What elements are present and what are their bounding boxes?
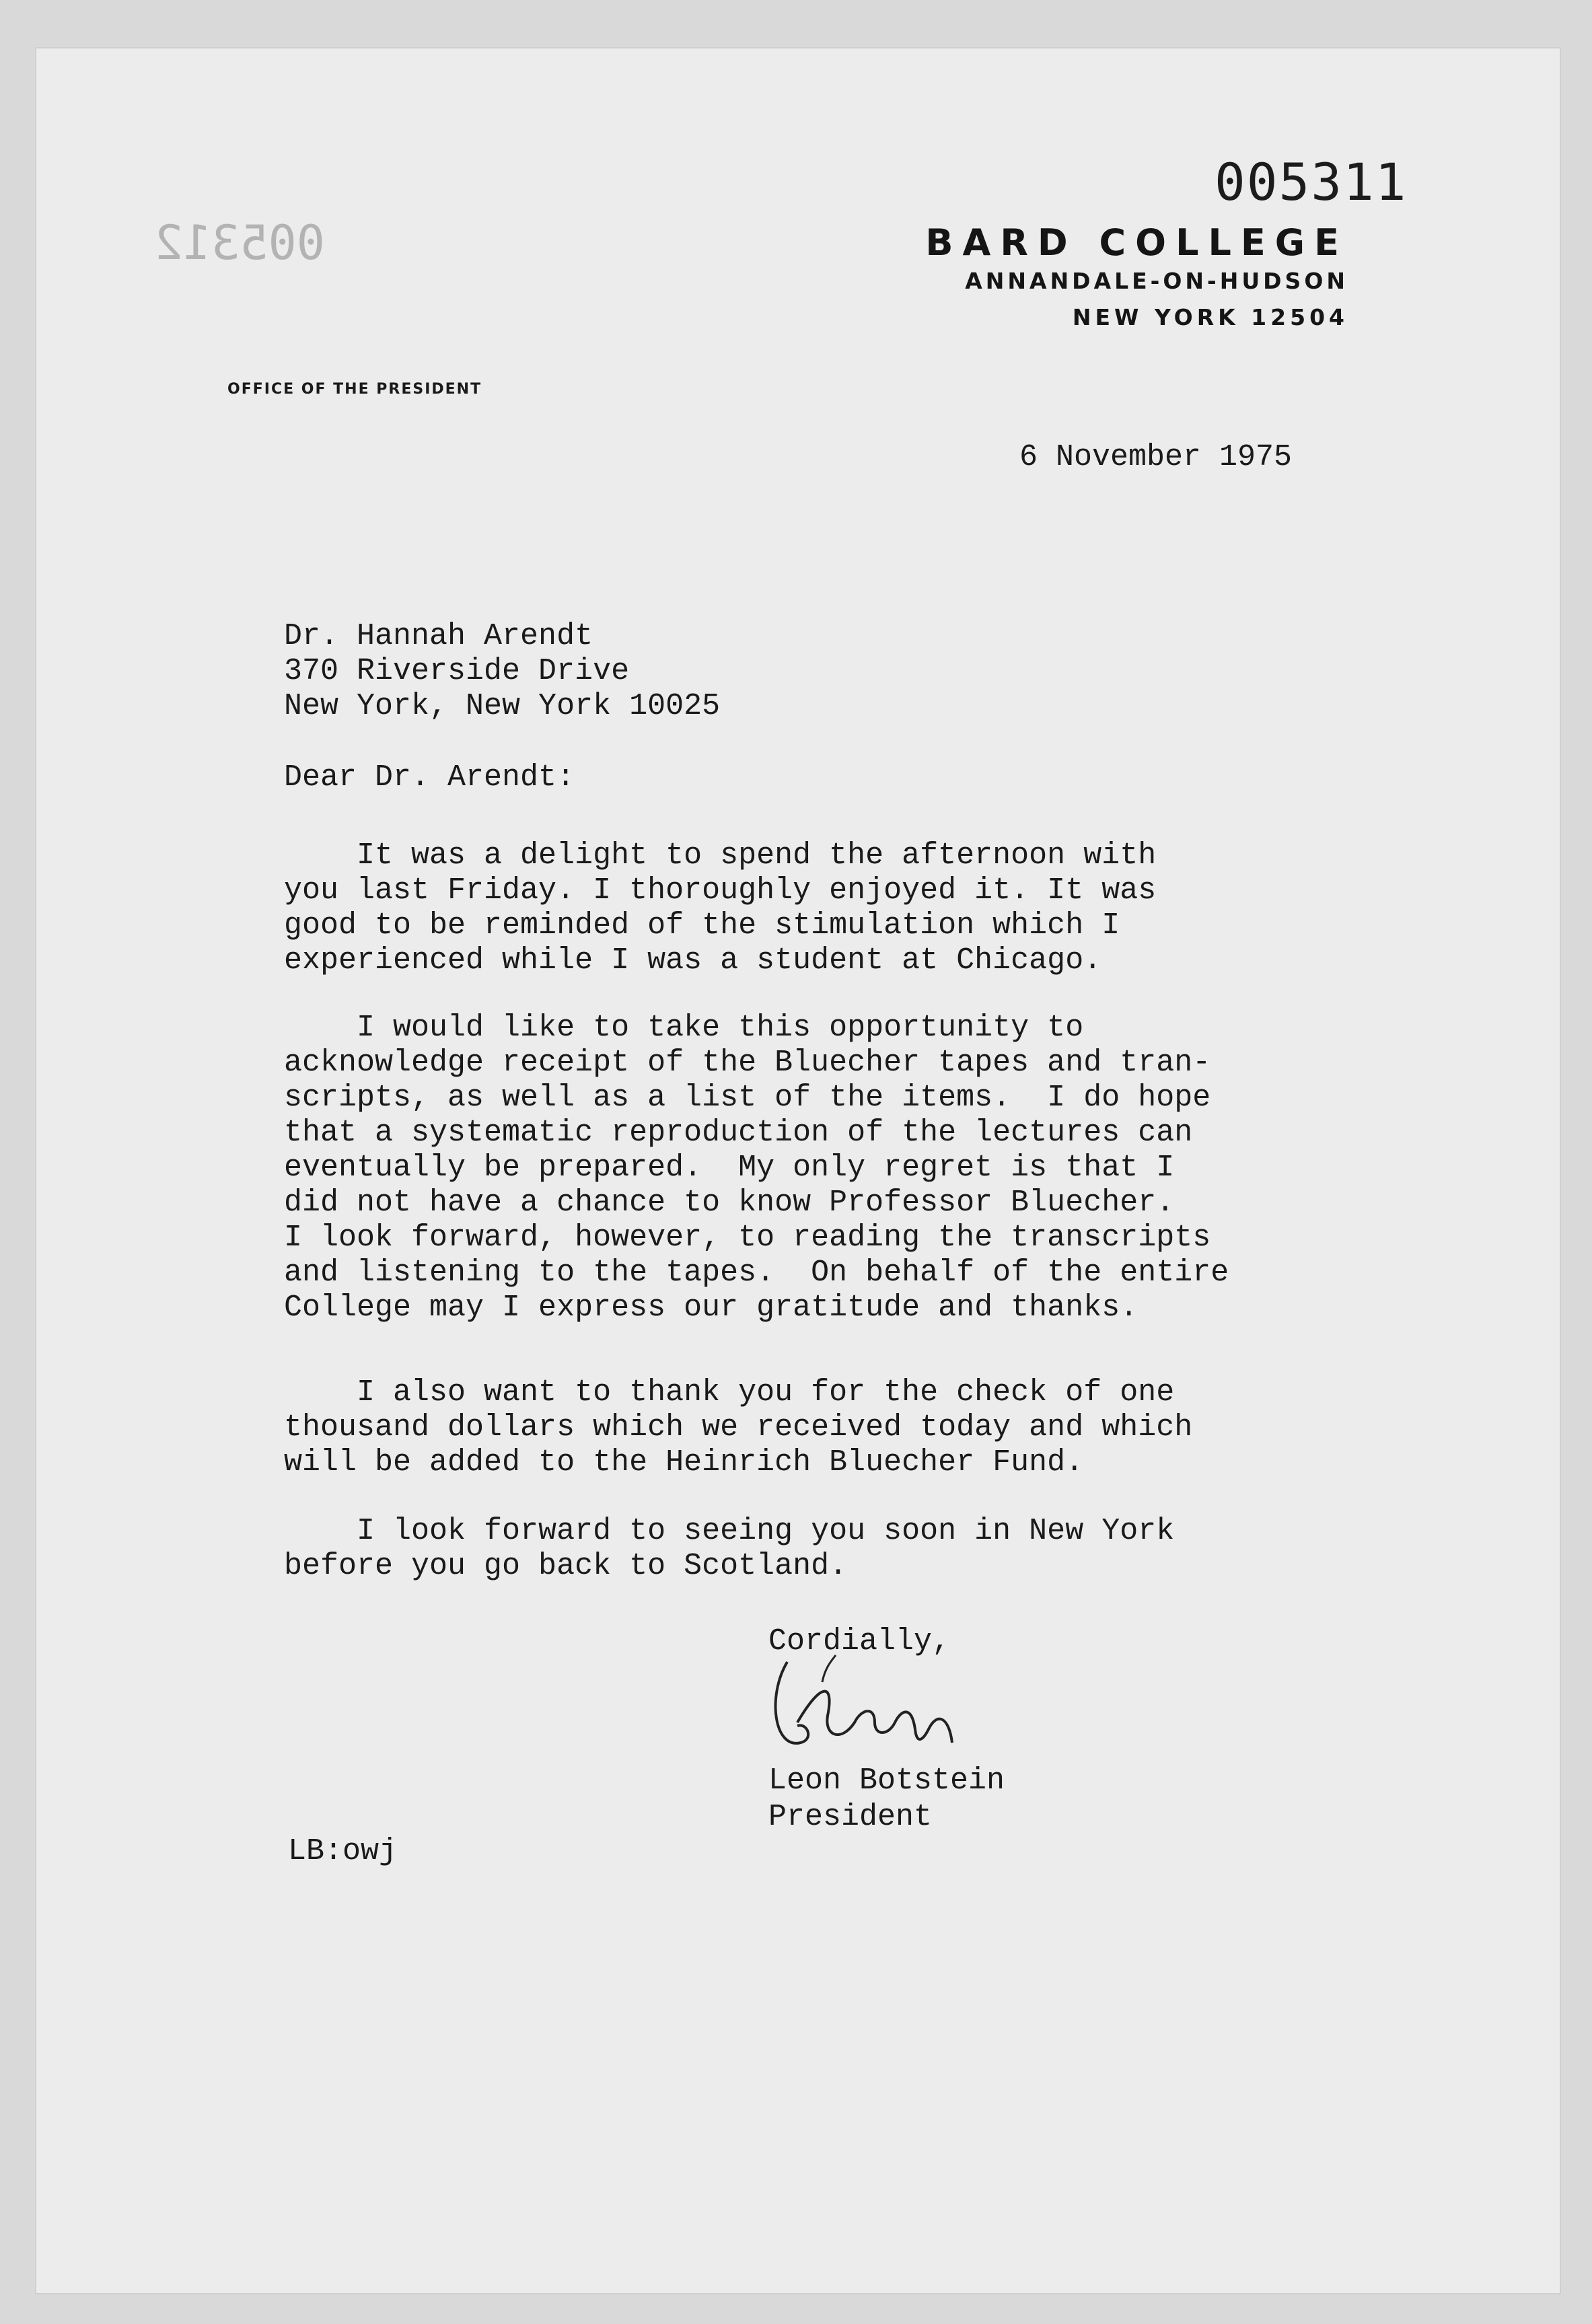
serial-number: 005311	[1215, 152, 1408, 212]
letterhead-state-zip: NEW YORK 12504	[1072, 304, 1348, 330]
closing: Cordially,	[768, 1624, 951, 1659]
letterhead	[925, 222, 1348, 336]
bleed-through-serial: 005312	[155, 215, 325, 270]
recipient-address	[284, 619, 1387, 724]
recipient-street: 370 Riverside Drive	[284, 654, 630, 688]
recipient-name: Dr. Hannah Arendt	[284, 619, 593, 653]
signer-name: Leon Botstein	[768, 1764, 1005, 1798]
paragraph-3: I also want to thank you for the check of one thousand dollars which we received today and which will be added to the Heinrich Bluecher Fund.	[284, 1375, 1193, 1480]
office-label: OFFICE OF THE PRESIDENT	[227, 381, 482, 398]
letter-date: 6 November 1975	[1019, 440, 1293, 474]
letterhead-town: ANNANDALE-ON-HUDSON	[965, 268, 1348, 294]
salutation: Dear Dr. Arendt:	[284, 760, 575, 795]
recipient-city: New York, New York 10025	[284, 689, 721, 723]
signer-title: President	[768, 1800, 933, 1834]
signature	[760, 1642, 1003, 1783]
reference-initials: LB:owj	[288, 1834, 398, 1868]
letterhead-college-name: BARD COLLEGE	[925, 221, 1348, 264]
paragraph-4: I look forward to seeing you soon in New York before you go back to Scotland.	[284, 1514, 1175, 1583]
paragraph-2: I would like to take this opportunity to acknowledge receipt of the Bluecher tapes and tran- scripts, as well as a list of the items. I do hope that a systematic reproduction of the lectures can eventually be prepared. My only regret is that I did not have a chance to know Professor Bluecher. I look forward, however, to reading the transcripts and listening to the tapes. On behalf of the entire College may I express our gratitude and thanks.	[284, 1011, 1229, 1325]
paragraph-1: It was a delight to spend the afternoon with you last Friday. I thoroughly enjoyed it. It was good to be reminded of the stimulation which I experienced while I was a student at Chicago.	[284, 838, 1157, 978]
signer-block	[768, 1763, 1005, 1836]
